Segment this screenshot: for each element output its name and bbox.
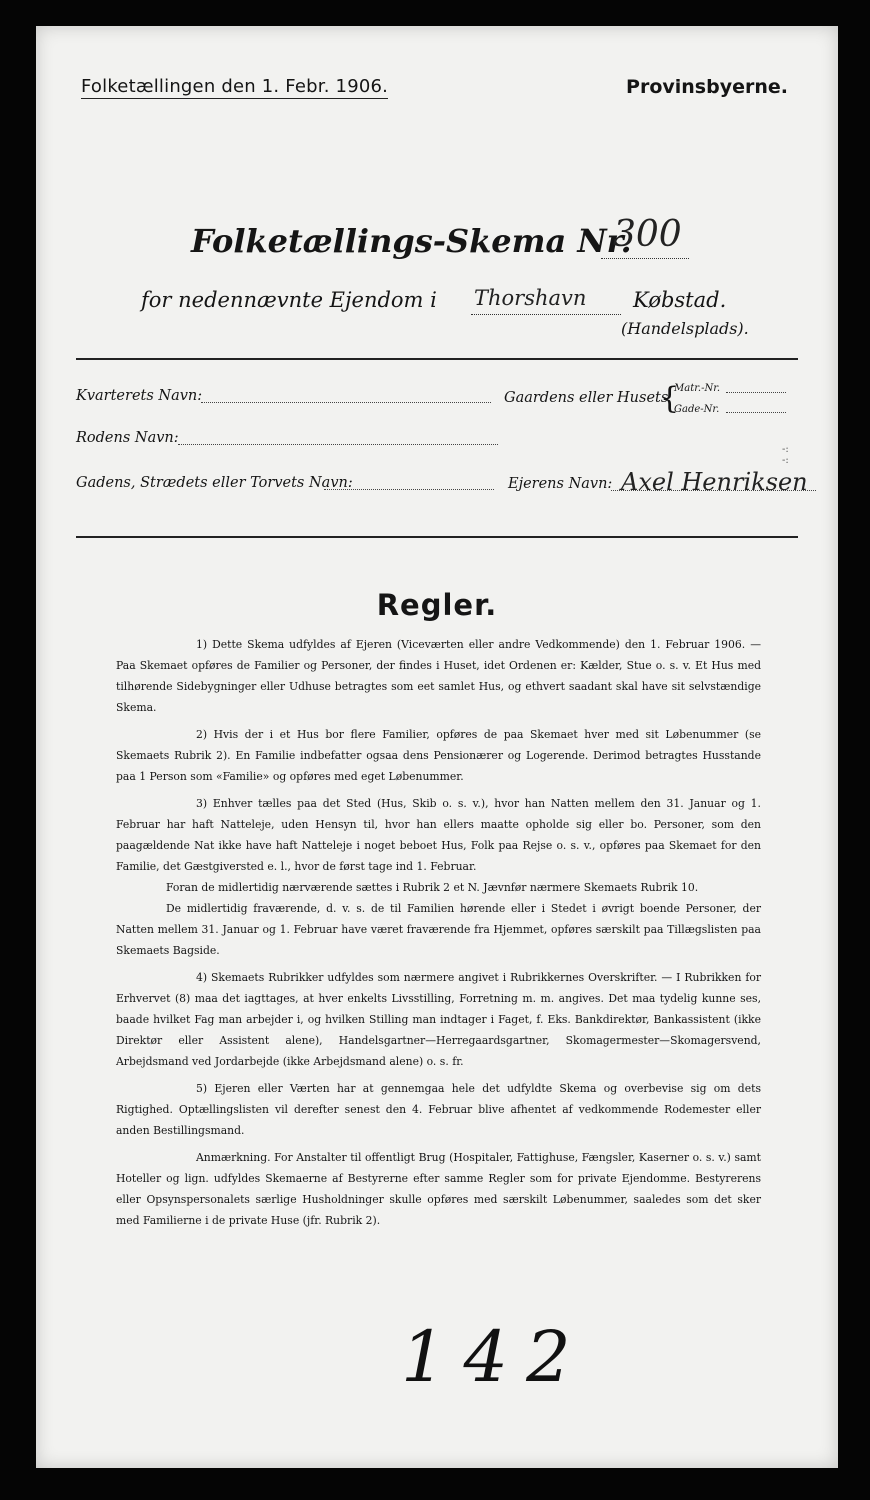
rule-1: 1) Dette Skema udfyldes af Ejeren (Viceværten eller andre Vedkommende) den 1. Februar 1906. — Paa Skemaet opføres de Familier og Personer, der findes i Huset, idet Ordenen er: Kælder, Stue o. s. v. Et Hus med tilhørende Sidebygninger eller Udhuse betragtes som eet samlet Hus, og ethvert saadant skal have sit selvstændige Skema. [116, 638, 761, 714]
remark: Anmærkning. For Anstalter til offentligt Brug (Hospitaler, Fattighuse, Fængsler, Kaserner o. s. v.) samt Hoteller og lign. udfyldes Skemaerne af Bestyrerne efter samme Regler som for private Ejendomme. Bestyrerens eller Opsynspersonalets særlige Husholdninger skulle opføres med særskilt Løbenummer, saaledes som det sker med Familierne i de private Huse (jfr. Rubrik 2). [116, 1151, 761, 1227]
rule-3: 3) Enhver tælles paa det Sted (Hus, Skib o. s. v.), hvor han Natten mellem den 31. Januar og 1. Februar har haft Natteleje, uden Hensyn til, hvor han ellers maatte opholde sig eller bo. Personer, som den paagældende Nat ikke have haft Natteleje i noget beboet Hus, Folk paa Rejse o. s. v., opføres paa Skemaet for den Familie, det Gæstgiversted e. l., hvor de først tage ind 1. Februar. [116, 797, 761, 873]
rule-2: 2) Hvis der i et Hus bor flere Familier, opføres de paa Skemaet hver med sit Løbenummer (se Skemaets Rubrik 2). En Familie indbefatter ogsaa dens Pensionærer og Logerende. Derimod betragtes Husstande paa 1 Person som «Familie» og opføres med eget Løbenummer. [116, 728, 761, 783]
rule-5: 5) Ejeren eller Værten har at gennemgaa hele det udfyldte Skema og overbevise sig om dets Rigtighed. Optællingslisten vil derefter senest den 4. Februar blive afhentet af vedkommende Rodemester eller anden Bestillingsmand. [116, 1082, 761, 1137]
subtitle-prefix: for nedennævnte Ejendom i [141, 288, 437, 312]
form-title-text: Folketællings-Skema Nr. [191, 222, 632, 260]
matr-line [726, 392, 786, 393]
ejer-label: Ejerens Navn: [508, 476, 613, 492]
rules-body [116, 634, 761, 1237]
city-name: Thorshavn [474, 286, 587, 310]
form-title [191, 214, 751, 272]
gade-nr-line [726, 412, 786, 413]
brace: { [660, 381, 680, 416]
owner-name: Axel Henriksen [621, 468, 808, 496]
margin-dashes: -: -: [782, 444, 789, 466]
subtitle-suffix: Købstad. [633, 288, 727, 312]
rule-3b: Foran de midlertidig nærværende sættes i Rubrik 2 et N. Jævnfør nærmere Skemaets Rubrik 10. [166, 881, 699, 894]
form-number: 300 [613, 214, 682, 255]
city-line [471, 314, 621, 315]
divider-bottom [76, 536, 798, 538]
subtitle-alt: (Handelsplads). [621, 319, 749, 338]
gaard-label: Gaardens eller Husets [504, 390, 669, 406]
region-header: Provinsbyerne. [626, 76, 788, 98]
rode-label: Rodens Navn: [76, 430, 179, 446]
census-form [36, 26, 838, 1468]
handwritten-number: 142 [401, 1316, 589, 1398]
number-line [601, 258, 689, 259]
kvarter-label: Kvarterets Navn: [76, 388, 203, 404]
rule-4: 4) Skemaets Rubrikker udfyldes som nærmere angivet i Rubrikkernes Overskrifter. — I Rubrikken for Erhvervet (8) maa det iagttages, at hver enkelts Livsstilling, Forretning m. m. angives. Det maa tydelig kunne ses, baade hvilket Fag man arbejder i, og hvilken Stilling man indtager i Faget, f. Eks. Bankdirektør, Bankassistent (ikke Direktør eller Assistent alene), Handelsgartner—Herregaardsgartner, Skomagermester—Skomagersvend, Arbejdsmand ved Jordarbejde (ikke Arbejdsmand alene) o. s. fr. [116, 971, 761, 1068]
rules-heading: Regler. [376, 588, 498, 622]
rode-line [178, 444, 498, 445]
matr-label: Matr.-Nr. [674, 383, 721, 394]
rule-3c: De midlertidig fraværende, d. v. s. de til Familien hørende eller i Stedet i øvrigt boende Personer, der Natten mellem 31. Januar og 1. Februar have været fraværende fra Hjemmet, opføres særskilt paa Tillægslisten paa Skemaets Bagside. [116, 902, 761, 957]
gade-nr-label: Gade-Nr. [674, 404, 720, 415]
gade-line [324, 489, 494, 490]
census-date-header: Folketællingen den 1. Febr. 1906. [81, 76, 389, 97]
gade-label: Gadens, Strædets eller Torvets Navn: [76, 475, 353, 491]
divider-top [76, 358, 798, 360]
kvarter-line [201, 402, 491, 403]
